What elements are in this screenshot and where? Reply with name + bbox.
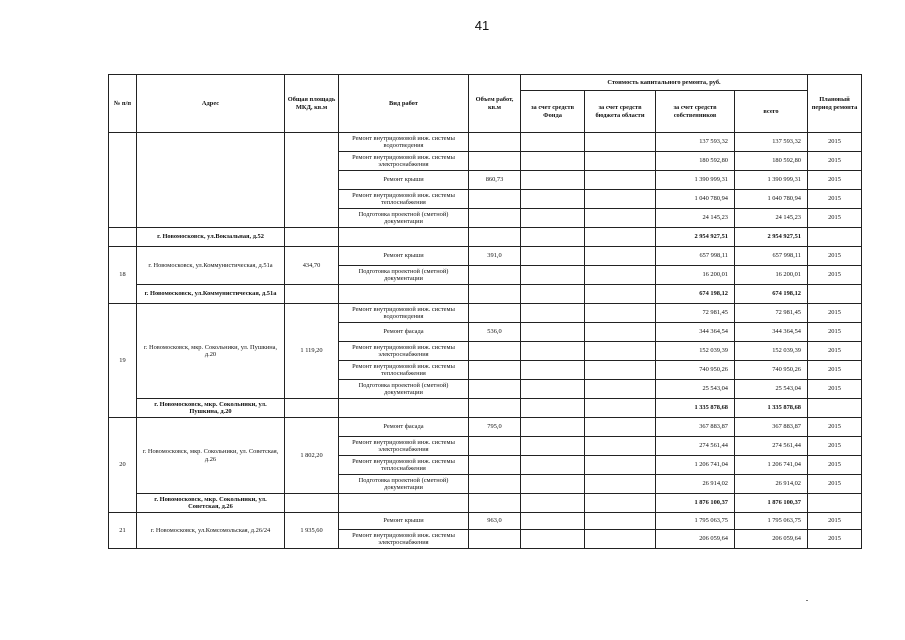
row-budget — [585, 494, 656, 513]
table-row — [109, 133, 862, 152]
row-volume: 860,73 — [469, 171, 521, 190]
table-header-row — [109, 75, 862, 91]
row-owners: 25 543,04 — [656, 380, 735, 399]
header-fund: за счет средств Фонда — [521, 91, 585, 133]
row-volume: 795,0 — [469, 418, 521, 437]
row-volume: 536,0 — [469, 323, 521, 342]
row-volume — [469, 133, 521, 152]
row-volume: 391,0 — [469, 247, 521, 266]
subtotal-address: г. Новомосковск, ул.Коммунистическая, д.51а — [137, 285, 285, 304]
subtotal-row — [109, 399, 862, 418]
subtotal-row — [109, 494, 862, 513]
row-fund — [521, 494, 585, 513]
row-volume — [469, 190, 521, 209]
row-total: 24 145,23 — [735, 209, 808, 228]
row-fund — [521, 456, 585, 475]
row-period: 2015 — [808, 190, 862, 209]
row-address: г. Новомосковск, мкр. Сокольники, ул. Пушкина, д.20 — [137, 304, 285, 399]
row-period: 2015 — [808, 342, 862, 361]
row-period: 2015 — [808, 152, 862, 171]
row-work: Ремонт внутридомовой инж. системы электроснабжения — [339, 152, 469, 171]
row-volume: 963,0 — [469, 513, 521, 530]
row-volume — [469, 342, 521, 361]
row-owners: 657 998,11 — [656, 247, 735, 266]
row-volume — [469, 494, 521, 513]
row-work — [339, 285, 469, 304]
row-fund — [521, 399, 585, 418]
row-area — [285, 228, 339, 247]
row-volume — [469, 152, 521, 171]
table-row — [109, 247, 862, 266]
repair-cost-table — [108, 74, 862, 549]
row-address — [137, 133, 285, 228]
row-total: 137 593,32 — [735, 133, 808, 152]
row-period: 2015 — [808, 530, 862, 549]
row-area: 1 802,20 — [285, 418, 339, 494]
row-area — [285, 133, 339, 228]
row-period: 2015 — [808, 380, 862, 399]
row-num: 19 — [109, 304, 137, 418]
subtotal-address: г. Новомосковск, мкр. Сокольники, ул. Советская, д.26 — [137, 494, 285, 513]
row-work: Ремонт фасада — [339, 418, 469, 437]
row-fund — [521, 361, 585, 380]
row-fund — [521, 323, 585, 342]
header-area: Общая площадь МКД, кв.м — [285, 75, 339, 133]
row-volume — [469, 530, 521, 549]
row-budget — [585, 456, 656, 475]
subtotal-row — [109, 228, 862, 247]
row-owners: 152 039,39 — [656, 342, 735, 361]
subtotal-owners: 674 198,12 — [656, 285, 735, 304]
table-row — [109, 418, 862, 437]
row-fund — [521, 247, 585, 266]
row-volume — [469, 380, 521, 399]
row-owners: 1 040 780,94 — [656, 190, 735, 209]
row-fund — [521, 418, 585, 437]
row-area: 1 935,60 — [285, 513, 339, 549]
row-budget — [585, 342, 656, 361]
subtotal-total: 2 954 927,51 — [735, 228, 808, 247]
row-work: Подготовка проектной (сметной) документации — [339, 209, 469, 228]
row-period: 2015 — [808, 437, 862, 456]
row-budget — [585, 228, 656, 247]
row-fund — [521, 342, 585, 361]
row-work — [339, 494, 469, 513]
row-work: Подготовка проектной (сметной) документации — [339, 475, 469, 494]
row-volume — [469, 475, 521, 494]
subtotal-total: 1 335 878,68 — [735, 399, 808, 418]
row-work: Ремонт внутридомовой инж. системы электроснабжения — [339, 437, 469, 456]
table-row — [109, 304, 862, 323]
row-period — [808, 399, 862, 418]
row-area: 434,70 — [285, 247, 339, 285]
row-volume — [469, 266, 521, 285]
row-period: 2015 — [808, 475, 862, 494]
row-period: 2015 — [808, 133, 862, 152]
row-fund — [521, 285, 585, 304]
row-budget — [585, 304, 656, 323]
row-work: Ремонт фасада — [339, 323, 469, 342]
header-total: всего — [735, 91, 808, 133]
header-period: Плановый период ремонта — [808, 75, 862, 133]
repair-cost-table-wrapper — [108, 74, 862, 549]
row-area: 1 119,20 — [285, 304, 339, 399]
row-num — [109, 133, 137, 228]
row-volume — [469, 228, 521, 247]
row-fund — [521, 304, 585, 323]
row-budget — [585, 530, 656, 549]
row-budget — [585, 152, 656, 171]
header-work-type: Вид работ — [339, 75, 469, 133]
row-area — [285, 494, 339, 513]
row-fund — [521, 228, 585, 247]
row-fund — [521, 437, 585, 456]
row-total: 16 200,01 — [735, 266, 808, 285]
header-owners: за счет средств собственников — [656, 91, 735, 133]
row-fund — [521, 380, 585, 399]
row-num — [109, 228, 137, 247]
row-owners: 72 981,45 — [656, 304, 735, 323]
row-period: 2015 — [808, 304, 862, 323]
row-fund — [521, 530, 585, 549]
row-owners: 1 795 063,75 — [656, 513, 735, 530]
row-period: 2015 — [808, 361, 862, 380]
row-owners: 137 593,32 — [656, 133, 735, 152]
subtotal-owners: 1 335 878,68 — [656, 399, 735, 418]
row-owners: 274 561,44 — [656, 437, 735, 456]
row-budget — [585, 285, 656, 304]
row-volume — [469, 304, 521, 323]
subtotal-total: 674 198,12 — [735, 285, 808, 304]
row-period — [808, 285, 862, 304]
row-budget — [585, 437, 656, 456]
row-work: Ремонт внутридомовой инж. системы водоотведения — [339, 304, 469, 323]
subtotal-owners: 2 954 927,51 — [656, 228, 735, 247]
row-period: 2015 — [808, 247, 862, 266]
row-num: 18 — [109, 247, 137, 304]
row-period: 2015 — [808, 418, 862, 437]
row-period: 2015 — [808, 456, 862, 475]
row-work: Подготовка проектной (сметной) документации — [339, 266, 469, 285]
subtotal-row — [109, 285, 862, 304]
row-owners: 344 364,54 — [656, 323, 735, 342]
subtotal-address: г. Новомосковск, ул.Вокзальная, д.52 — [137, 228, 285, 247]
row-owners: 180 592,80 — [656, 152, 735, 171]
row-total: 274 561,44 — [735, 437, 808, 456]
row-period: 2015 — [808, 323, 862, 342]
row-total: 1 390 999,31 — [735, 171, 808, 190]
row-num: 20 — [109, 418, 137, 513]
row-total: 25 543,04 — [735, 380, 808, 399]
row-budget — [585, 171, 656, 190]
subtotal-total: 1 876 100,37 — [735, 494, 808, 513]
row-period: 2015 — [808, 171, 862, 190]
row-total: 657 998,11 — [735, 247, 808, 266]
row-owners: 26 914,02 — [656, 475, 735, 494]
table-row — [109, 513, 862, 530]
row-budget — [585, 323, 656, 342]
row-budget — [585, 361, 656, 380]
row-volume — [469, 456, 521, 475]
header-num: № п/п — [109, 75, 137, 133]
row-work — [339, 399, 469, 418]
row-area — [285, 285, 339, 304]
row-volume — [469, 209, 521, 228]
row-address: г. Новомосковск, ул.Комсомольская, д.26/24 — [137, 513, 285, 549]
header-volume: Объем работ, кв.м — [469, 75, 521, 133]
row-volume — [469, 285, 521, 304]
row-work: Ремонт крыши — [339, 247, 469, 266]
row-address: г. Новомосковск, мкр. Сокольники, ул. Советская, д.26 — [137, 418, 285, 494]
row-volume — [469, 399, 521, 418]
row-owners: 206 059,64 — [656, 530, 735, 549]
row-budget — [585, 380, 656, 399]
row-fund — [521, 266, 585, 285]
row-num: 21 — [109, 513, 137, 549]
row-budget — [585, 247, 656, 266]
row-budget — [585, 266, 656, 285]
subtotal-address: г. Новомосковск, мкр. Сокольники, ул. Пушкина, д.20 — [137, 399, 285, 418]
row-total: 206 059,64 — [735, 530, 808, 549]
row-owners: 16 200,01 — [656, 266, 735, 285]
scan-speck — [806, 600, 808, 601]
row-total: 1 206 741,04 — [735, 456, 808, 475]
row-owners: 367 883,87 — [656, 418, 735, 437]
row-fund — [521, 171, 585, 190]
row-owners: 1 206 741,04 — [656, 456, 735, 475]
row-volume — [469, 361, 521, 380]
row-budget — [585, 418, 656, 437]
row-period — [808, 228, 862, 247]
row-total: 740 950,26 — [735, 361, 808, 380]
row-total: 72 981,45 — [735, 304, 808, 323]
subtotal-owners: 1 876 100,37 — [656, 494, 735, 513]
row-work: Ремонт внутридомовой инж. системы электроснабжения — [339, 342, 469, 361]
row-fund — [521, 133, 585, 152]
row-total: 152 039,39 — [735, 342, 808, 361]
row-total: 367 883,87 — [735, 418, 808, 437]
row-owners: 1 390 999,31 — [656, 171, 735, 190]
row-work: Ремонт внутридомовой инж. системы электроснабжения — [339, 530, 469, 549]
row-work: Ремонт внутридомовой инж. системы водоотведения — [339, 133, 469, 152]
row-address: г. Новомосковск, ул.Коммунистическая, д.51а — [137, 247, 285, 285]
row-fund — [521, 475, 585, 494]
row-fund — [521, 152, 585, 171]
row-work: Подготовка проектной (сметной) документации — [339, 380, 469, 399]
row-work: Ремонт крыши — [339, 513, 469, 530]
header-cost-group: Стоимость капитального ремонта, руб. — [521, 75, 808, 91]
row-budget — [585, 513, 656, 530]
row-work: Ремонт крыши — [339, 171, 469, 190]
row-fund — [521, 209, 585, 228]
row-period: 2015 — [808, 209, 862, 228]
row-work: Ремонт внутридомовой инж. системы теплоснабжения — [339, 456, 469, 475]
row-budget — [585, 190, 656, 209]
row-fund — [521, 190, 585, 209]
row-budget — [585, 399, 656, 418]
row-total: 344 364,54 — [735, 323, 808, 342]
row-fund — [521, 513, 585, 530]
row-work — [339, 228, 469, 247]
row-budget — [585, 209, 656, 228]
row-period — [808, 494, 862, 513]
row-total: 180 592,80 — [735, 152, 808, 171]
row-area — [285, 399, 339, 418]
row-volume — [469, 437, 521, 456]
row-period: 2015 — [808, 266, 862, 285]
row-period: 2015 — [808, 513, 862, 530]
header-budget: за счет средств бюджета области — [585, 91, 656, 133]
row-work: Ремонт внутридомовой инж. системы теплоснабжения — [339, 361, 469, 380]
row-budget — [585, 133, 656, 152]
row-budget — [585, 475, 656, 494]
row-total: 26 914,02 — [735, 475, 808, 494]
header-address: Адрес — [137, 75, 285, 133]
row-work: Ремонт внутридомовой инж. системы теплоснабжения — [339, 190, 469, 209]
row-owners: 740 950,26 — [656, 361, 735, 380]
row-total: 1 795 063,75 — [735, 513, 808, 530]
row-owners: 24 145,23 — [656, 209, 735, 228]
row-total: 1 040 780,94 — [735, 190, 808, 209]
page-number: 41 — [474, 18, 490, 33]
